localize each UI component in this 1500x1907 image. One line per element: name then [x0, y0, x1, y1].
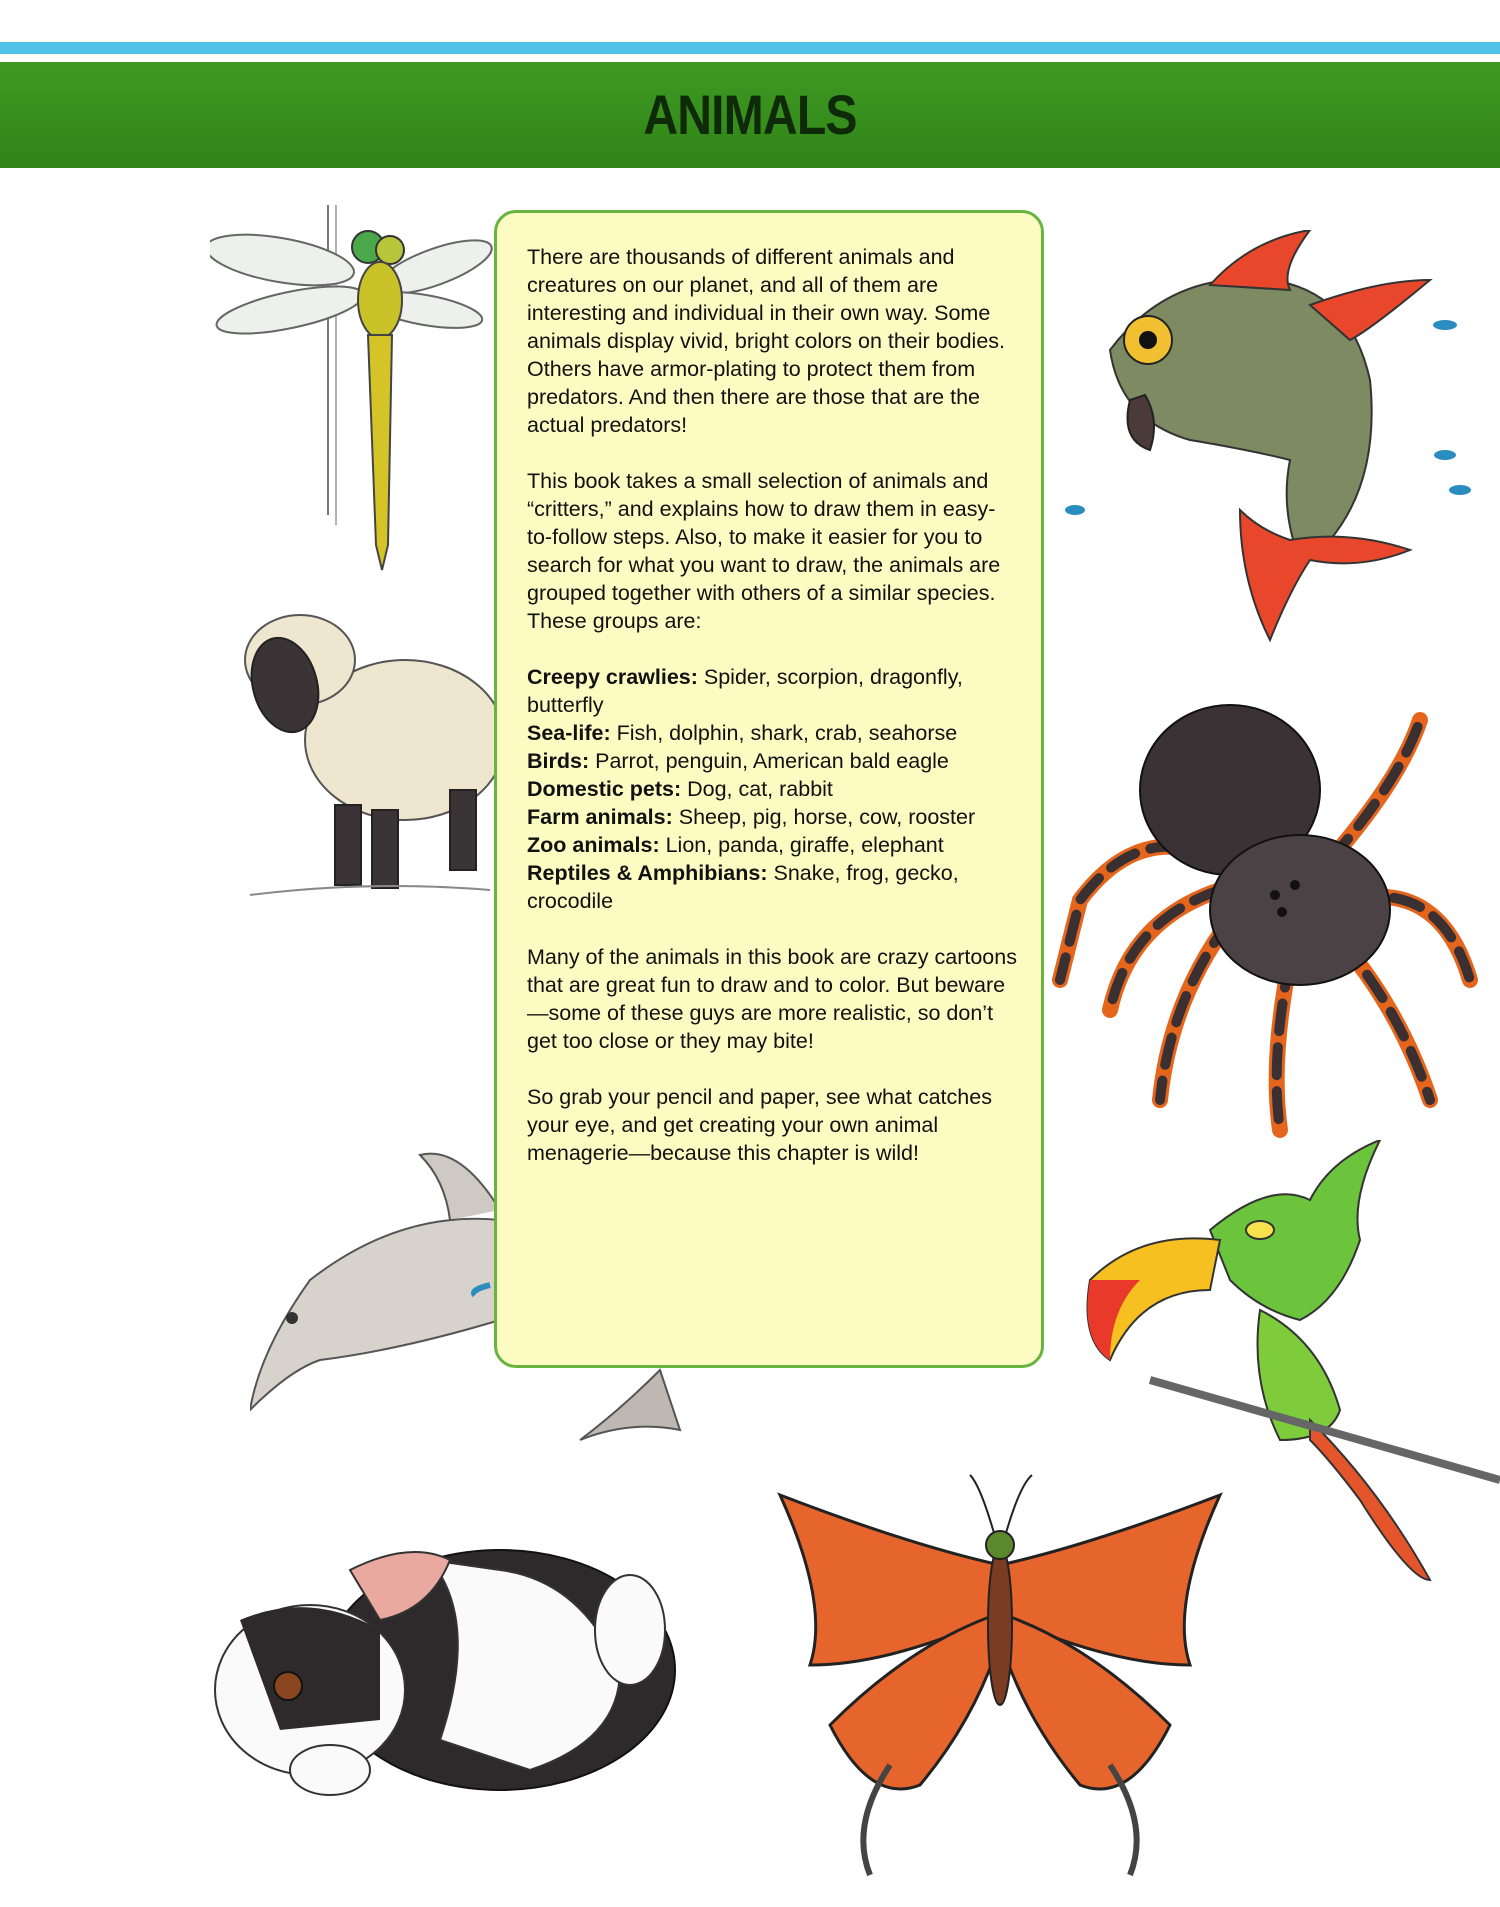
intro-paragraph-2: This book takes a small selection of animals and “critters,” and explains how to draw them in easy-to-follow steps. Also, to make it easier for you to search for what you want to draw, the animals are grouped together with others of a similar species. These groups are:	[527, 469, 1001, 633]
page-title: ANIMALS	[643, 83, 857, 146]
fish-illustration	[1050, 230, 1480, 670]
group-birds: Birds: Parrot, penguin, American bald eagle	[527, 749, 949, 773]
dragonfly-illustration	[210, 205, 500, 585]
group-reptiles-amphibians: Reptiles & Amphibians: Snake, frog, gecko, crocodile	[527, 861, 959, 913]
intro-paragraph-1: There are thousands of different animals and creatures on our planet, and all of them are interesting and individual in their own way. Some animals display vivid, bright colors on their bodies. Others have armor-plating to protect them from predators. And then there are those that are the actual predators!	[527, 245, 1006, 437]
rabbit-illustration	[200, 1500, 700, 1810]
parrot-illustration	[1080, 1140, 1500, 1590]
tarantula-illustration	[1050, 680, 1490, 1140]
group-sea-life: Sea-life: Fish, dolphin, shark, crab, seahorse	[527, 721, 958, 745]
group-farm-animals: Farm animals: Sheep, pig, horse, cow, rooster	[527, 805, 976, 829]
intro-paragraph-3: Many of the animals in this book are crazy cartoons that are great fun to draw and to color. But beware—some of these guys are more realistic, so don’t get too close or they may bite!	[527, 945, 1017, 1053]
top-stripe	[0, 42, 1500, 54]
intro-text-box	[494, 210, 1044, 1368]
group-zoo-animals: Zoo animals: Lion, panda, giraffe, elephant	[527, 833, 944, 857]
sheep-illustration	[230, 590, 500, 920]
group-creepy-crawlies: Creepy crawlies: Spider, scorpion, dragonfly, butterfly	[527, 665, 963, 717]
intro-paragraph-4: So grab your pencil and paper, see what catches your eye, and get creating your own animal menagerie—because this chapter is wild!	[527, 1085, 992, 1165]
title-banner	[0, 62, 1500, 168]
group-domestic-pets: Domestic pets: Dog, cat, rabbit	[527, 777, 833, 801]
